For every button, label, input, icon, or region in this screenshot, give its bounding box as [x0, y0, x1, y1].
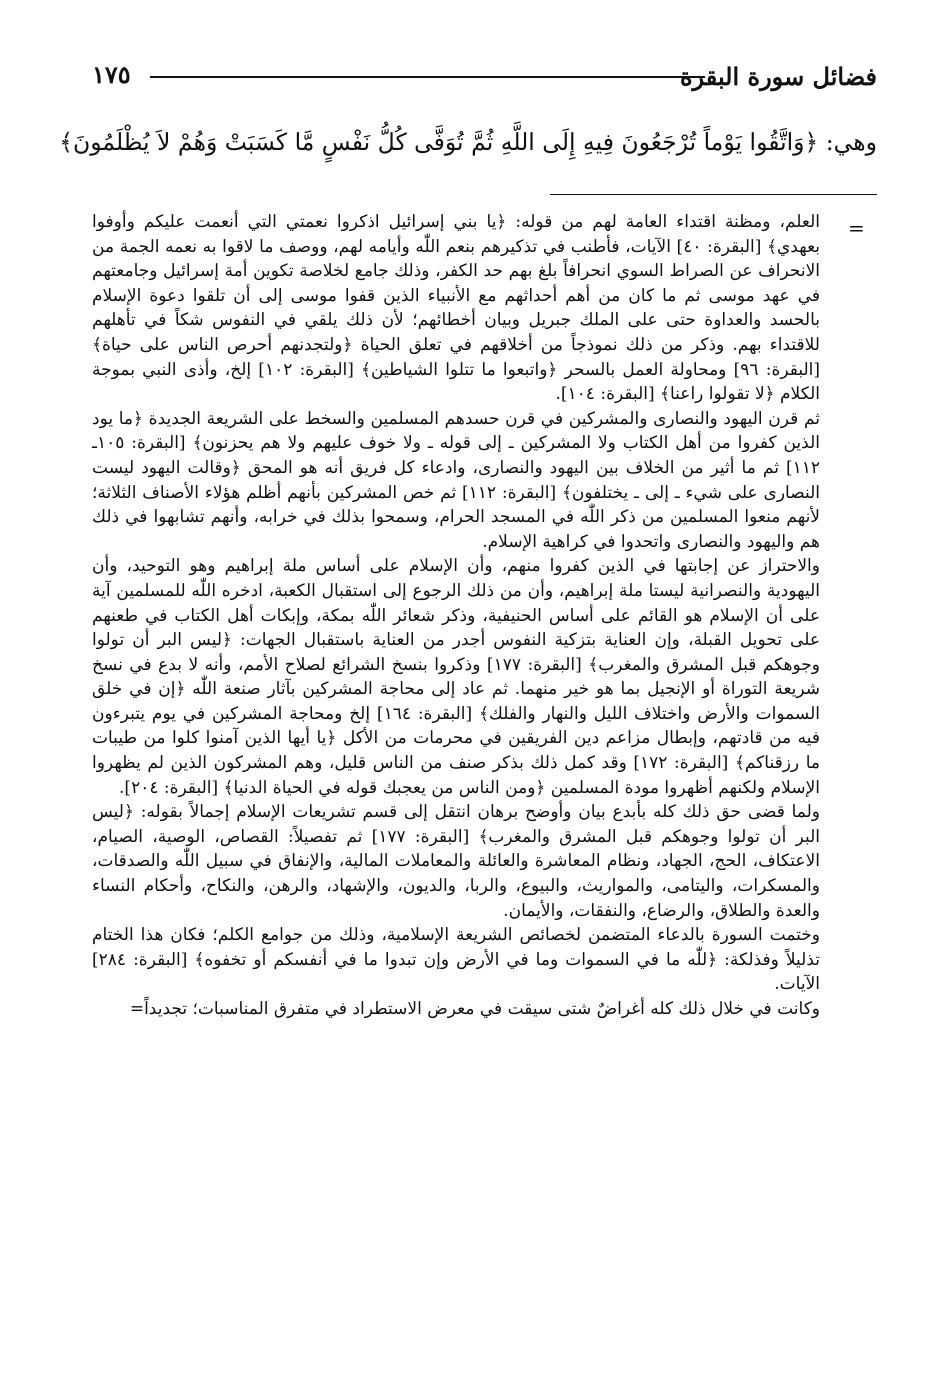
header-rule: [150, 76, 705, 78]
running-title: فضائل سورة البقرة: [679, 62, 877, 91]
main-text-verse: وهي: ﴿وَاتَّقُوا يَوْماً تُرْجَعُونَ فِيهِ إِلَى اللَّهِ ثُمَّ تُوَفَّى كُلُّ نَفْسٍ مَّا كَسَبَتْ وَهُمْ لاَ يُظْلَمُونَ﴾: [59, 128, 877, 156]
page-number: ١٧٥: [92, 60, 131, 89]
footnote-separator: [550, 194, 877, 195]
footnote-block: [92, 210, 820, 1022]
footnote-paragraph: ولما قضى حق ذلك كله بأبدع بيان وأوضح برهان انتقل إلى قسم تشريعات الإسلام إجمالاً بقوله: ﴿ليس البر أن تولوا وجوهكم قبل المشرق والمغرب﴾ [البقرة: ١٧٧] ثم تفصيلاً: القصاص، الوصية، الصيام، الاعتكاف، الحج، الجهاد، ونظام المعاشرة والعائلة والمعاملات المالية، والإنفاق في سبيل اللّٰه والصدقات، والمسكرات، واليتامى، والمواريث، والبيوع، والربا، والديون، والإشهاد، والرهن، والنكاح، وأحكام النساء والعدة والطلاق، والرضاع، والنفقات، والأيمان.: [92, 802, 820, 921]
footnote-continuation-mark: =: [848, 216, 865, 240]
footnote-paragraph: ثم قرن اليهود والنصارى والمشركين في قرن حسدهم المسلمين والسخط على الشريعة الجديدة ﴿ما يود الذين كفروا من أهل الكتاب ولا المشركين ـ إلى قوله ـ ولا خوف عليهم ولا هم يحزنون﴾ [البقرة: ١٠٥ـ ١١٢] ثم ما أثير من الخلاف بين اليهود والنصارى، وادعاء كل فريق أنه هو المحق ﴿وقالت اليهود ليست النصارى على شيء ـ إلى ـ يختلفون﴾ [البقرة: ١١٢] ثم خص المشركين بأنهم أظلم هؤلاء الأصناف الثلاثة؛ لأنهم منعوا المسلمين من ذكر اللّٰه في المسجد الحرام، وسمحوا بذلك في خرابه، وأنهم تشابهوا في ذلك هم واليهود والنصارى واتحدوا في كراهية الإسلام.: [92, 408, 820, 552]
page-header: [92, 58, 877, 98]
footnote-paragraph: العلم، ومظنة اقتداء العامة لهم من قوله: ﴿يا بني إسرائيل اذكروا نعمتي التي أنعمت عليكم وأوفوا بعهدي﴾ [البقرة: ٤٠] الآيات، فأطنب في تذكيرهم بنعم اللّٰه وأيامه لهم، ووصف ما لاقوا به نعمه الجمة من الانحراف عن الصراط السوي انحرافاً بلغ بهم حد الكفر، وذلك جامع لخلاصة تكوين أمة إسرائيل وجامعتهم في عهد موسى ثم ما كان من أهم أحداثهم مع الأنبياء الذين قفوا موسى إلى أن تلقوا دعوة الإسلام بالحسد والعداوة حتى على الملك جبريل وبيان أخطائهم؛ لأن ذلك يلقي في النفوس شكاً في تأهلهم للاقتداء بهم. وذكر من ذلك نموذجاً من أخلاقهم في تعلق الحياة ﴿ولتجدنهم أحرص الناس على حياة﴾ [البقرة: ٩٦] ومحاولة العمل بالسحر ﴿واتبعوا ما تتلوا الشياطين﴾ [البقرة: ١٠٢] إلخ، وأذى النبي بموجة الكلام ﴿لا تقولوا راعنا﴾ [البقرة: ١٠٤].: [92, 212, 821, 405]
footnote-paragraph: وختمت السورة بالدعاء المتضمن لخصائص الشريعة الإسلامية، وذلك من جوامع الكلم؛ فكان هذا الختام تذليلاً وفذلكة: ﴿للّٰه ما في السموات وما في الأرض وإن تبدوا ما في أنفسكم أو تخفوه﴾ [البقرة: ٢٨٤] الآيات.: [92, 925, 820, 995]
footnote-paragraph: والاحتراز عن إجابتها في الذين كفروا منهم، وأن الإسلام على أساس ملة إبراهيم وهو التوحيد، وأن اليهودية والنصرانية ليستا ملة إبراهيم، وأن من ذلك الرجوع إلى استقبال الكعبة، ادخره اللّٰه للمسلمين آية على أن الإسلام هو القائم على أساس الحنيفية، وذكر شعائر اللّٰه بمكة، وإبكات أهل الكتاب في طعنهم على تحويل القبلة، وإن العناية بتزكية النفوس أجدر من العناية باستقبال الجهات: ﴿ليس البر أن تولوا وجوهكم قبل المشرق والمغرب﴾ [البقرة: ١٧٧] وذكروا بنسخ الشرائع لصلاح الأمم، وأنه لا بدع في نسخ شريعة التوراة أو الإنجيل بما هو خير منهما. ثم عاد إلى محاجة المشركين بآثار صنعة اللّٰه ﴿إن في خلق السموات والأرض واختلاف الليل والنهار والفلك﴾ [البقرة: ١٦٤] إلخ ومحاجة المشركين في يوم يتبرءون فيه من قادتهم، وإبطال مزاعم دين الفريقين في محرمات من الأكل ﴿يا أيها الذين آمنوا كلوا من طيبات ما رزقناكم﴾ [البقرة: ١٧٢] وقد كمل ذلك بذكر صنف من الناس قليل، وهم المشركون الذين لم يظهروا الإسلام ولكنهم أظهروا مودة المسلمين ﴿ومن الناس من يعجبك قوله في الحياة الدنيا﴾ [البقرة: ٢٠٤].: [92, 556, 820, 798]
footnote-paragraph: وكانت في خلال ذلك كله أغراضٌ شتى سيقت في معرض الاستطراد في متفرق المناسبات؛ تجديداً=: [129, 999, 820, 1019]
